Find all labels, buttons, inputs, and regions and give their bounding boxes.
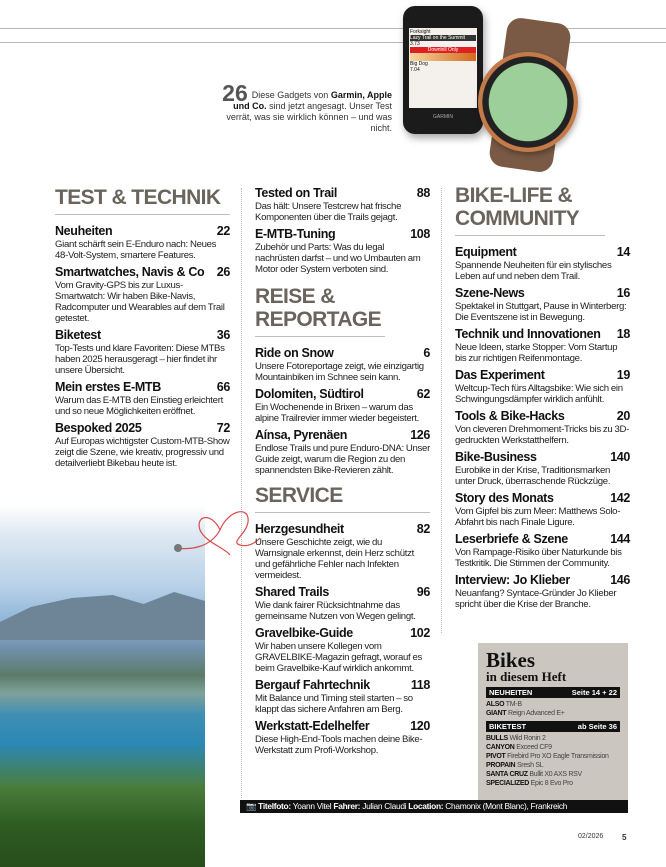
- entry-title: Ride on Snow: [255, 346, 334, 360]
- entry-page-number: 66: [216, 380, 230, 394]
- section-heading: TEST & TECHNIK: [55, 186, 230, 215]
- bike-brand: SPECIALIZED: [486, 780, 529, 787]
- entry-title-row: [55, 380, 230, 395]
- entry-title-row: [255, 522, 430, 537]
- bike-brand: ALSO: [486, 701, 505, 708]
- top-rule: [0, 42, 430, 43]
- entry-title-row: [55, 265, 230, 280]
- caption-label: Fahrer:: [333, 801, 361, 811]
- entry-title: Neuheiten: [55, 224, 113, 238]
- entry-page-number: 118: [410, 678, 430, 692]
- entry-title: Aínsa, Pyrenäen: [255, 428, 348, 442]
- toc-entry[interactable]: [255, 522, 430, 581]
- entry-title: Bespoked 2025: [55, 421, 142, 435]
- entry-page-number: 82: [416, 522, 430, 536]
- toc-entry[interactable]: [55, 328, 230, 376]
- entry-title: Werkstatt-Edelhelfer: [255, 719, 370, 733]
- entry-title: Biketest: [55, 328, 101, 342]
- column-test-technik: [55, 186, 230, 473]
- bike-item: [486, 734, 620, 743]
- entry-title: Szene-News: [455, 286, 525, 300]
- entry-title: Interview: Jo Klieber: [455, 573, 570, 587]
- bike-model: Epic 8 Evo Pro: [530, 780, 573, 787]
- entry-title-row: [455, 409, 630, 424]
- entry-title-row: [455, 327, 630, 342]
- entry-title-row: [255, 346, 430, 361]
- entry-description: Mit Balance und Timing steil starten – so klappt das sichere Anfahren am Berg.: [255, 693, 413, 715]
- toc-entry[interactable]: [455, 245, 630, 282]
- bike-model: Exceed CF9: [516, 744, 552, 751]
- entry-page-number: 36: [216, 328, 230, 342]
- teaser-page-number: 26: [222, 80, 248, 106]
- toc-entry[interactable]: [455, 532, 630, 569]
- bike-item: [486, 779, 620, 788]
- entry-title-row: [455, 491, 630, 506]
- teaser-text: Diese Gadgets von: [251, 90, 331, 100]
- distance: 7.04: [410, 67, 420, 73]
- column-middle: [255, 186, 430, 760]
- entry-title-row: [455, 245, 630, 260]
- smartwatch-face: [478, 52, 578, 152]
- entry-page-number: 88: [416, 186, 430, 200]
- trail-name: Lazy Trail on the Summit: [410, 35, 476, 41]
- entry-description: Neuanfang? Syntace-Gründer Jo Klieber spricht über die Krise der Branche.: [455, 588, 617, 610]
- column-bike-life: [455, 184, 630, 614]
- toc-entry[interactable]: [55, 421, 230, 469]
- bike-item: [486, 743, 620, 752]
- entry-title-row: [455, 286, 630, 301]
- box-subtitle: in diesem Heft: [486, 669, 567, 684]
- entry-title-row: [455, 573, 630, 588]
- entry-title: Bergauf Fahrtechnik: [255, 678, 370, 692]
- toc-entry[interactable]: [455, 409, 630, 446]
- toc-entry[interactable]: [455, 286, 630, 323]
- entry-page-number: 146: [610, 573, 630, 587]
- entry-title: E-MTB-Tuning: [255, 227, 336, 241]
- entry-page-number: 20: [616, 409, 630, 423]
- entry-page-number: 126: [410, 428, 430, 442]
- bike-item: [486, 761, 620, 770]
- toc-entry[interactable]: [55, 224, 230, 261]
- toc-entry[interactable]: [255, 428, 430, 476]
- bike-model: Reign Advanced E+: [507, 710, 565, 717]
- entry-page-number: 96: [416, 585, 430, 599]
- bike-computer-image: [403, 6, 483, 134]
- group-label: NEUHEITEN: [489, 688, 533, 697]
- bike-group-header: [486, 687, 620, 698]
- entry-title: Herzgesundheit: [255, 522, 344, 536]
- entry-title: Gravelbike-Guide: [255, 626, 353, 640]
- bike-brand: BULLS: [486, 735, 508, 742]
- entry-title: Technik und Innovationen: [455, 327, 601, 341]
- entry-page-number: 19: [616, 368, 630, 382]
- bikes-in-issue-box: [478, 643, 628, 801]
- toc-entry[interactable]: [255, 585, 430, 622]
- entry-title: Dolomiten, Südtirol: [255, 387, 364, 401]
- entry-page-number: 6: [423, 346, 430, 360]
- bike-brand: GIANT: [486, 710, 507, 717]
- group-label: BIKETEST: [489, 722, 527, 731]
- bike-model: Sresh SL: [516, 762, 544, 769]
- bike-item: [486, 700, 620, 709]
- entry-description: Vom Gipfel bis zum Meer: Matthews Solo-Abfahrt bis nach Finale Ligure.: [455, 506, 621, 528]
- entry-title-row: [255, 428, 430, 443]
- caption-value: Chamonix (Mont Blanc), Frankreich: [445, 801, 568, 811]
- entry-description: Von cleveren Drehmoment-Tricks bis zu 3D-gedruckten Werkstatthelfern.: [455, 424, 630, 446]
- teaser-text: sind jetzt angesagt. Unser Test verrät, was sie wirklich können – und was nicht.: [226, 101, 392, 133]
- bike-brand: CANYON: [486, 744, 515, 751]
- entry-page-number: 18: [616, 327, 630, 341]
- entry-title-row: [255, 626, 430, 641]
- entry-page-number: 120: [410, 719, 430, 733]
- entry-description: Ein Wochenende in Brixen – warum das alpine Trailrevier immer wieder begeistert.: [255, 402, 419, 424]
- entry-description: Vom Gravity-GPS bis zur Luxus-Smartwatch: Wir haben Bike-Navis, Radcomputer und Wearables auf dem Trail getestet.: [55, 280, 225, 324]
- entry-description: Spannende Neuheiten für ein stylisches Leben auf und neben dem Trail.: [455, 260, 612, 282]
- entry-page-number: 16: [616, 286, 630, 300]
- group-pages: Seite 14 + 22: [571, 688, 617, 697]
- distance: 3.73: [410, 41, 420, 47]
- bike-model: Wild Ronin 2: [509, 735, 546, 742]
- bike-brand: PROPAIN: [486, 762, 516, 769]
- entry-description: Giant schärft sein E-Enduro nach: Neues 48-Volt-System, smartere Features.: [55, 239, 217, 261]
- caption-value: Yoann Vitel: [292, 801, 332, 811]
- entry-description: Wie dank fairer Rücksichtnahme das gemeinsame Nutzen von Wegen gelingt.: [255, 600, 416, 622]
- heart-line-graphic: [170, 500, 260, 560]
- caption-label: Location:: [408, 801, 444, 811]
- entry-description: Weltcup-Tech fürs Alltagsbike: Wie sich ein Schwingungsdämpfer wirklich anfühlt.: [455, 383, 623, 405]
- entry-page-number: 108: [410, 227, 430, 241]
- entry-page-number: 142: [610, 491, 630, 505]
- toc-entry[interactable]: [455, 327, 630, 364]
- toc-entry[interactable]: [255, 186, 430, 223]
- bike-model: Bullit X0 AXS RSV: [529, 771, 582, 778]
- entry-title-row: [255, 227, 430, 242]
- bike-item: [486, 752, 620, 761]
- toc-entry[interactable]: [55, 265, 230, 324]
- entry-title: Mein erstes E-MTB: [55, 380, 161, 394]
- entry-page-number: 22: [216, 224, 230, 238]
- entry-page-number: 72: [216, 421, 230, 435]
- entry-title: Tested on Trail: [255, 186, 338, 200]
- entry-title-row: [55, 328, 230, 343]
- entry-title-row: [255, 585, 430, 600]
- section-heading: BIKE-LIFE & COMMUNITY: [455, 184, 605, 236]
- toc-entry[interactable]: [455, 491, 630, 528]
- entry-description: Neue Ideen, starke Stopper: Vom Startup bis zur richtigen Reifenmontage.: [455, 342, 618, 364]
- entry-title: Bike-Business: [455, 450, 537, 464]
- toc-entry[interactable]: [455, 450, 630, 487]
- entry-description: Top-Tests und klare Favoriten: Diese MTBs haben 2025 herausgeragt – hier findet ihr unsere Übersicht.: [55, 343, 225, 376]
- top-rule: [0, 28, 430, 29]
- entry-description: Unsere Fotoreportage zeigt, wie einzigartig Mountainbiken im Schnee sein kann.: [255, 361, 424, 383]
- group-pages: ab Seite 36: [577, 722, 617, 731]
- toc-entry[interactable]: [455, 573, 630, 610]
- toc-entry[interactable]: [255, 227, 430, 275]
- toc-entry[interactable]: [255, 346, 430, 383]
- entry-title-row: [255, 719, 430, 734]
- section-heading: SERVICE: [255, 484, 430, 513]
- entry-page-number: 102: [410, 626, 430, 640]
- caption-label: Titelfoto:: [258, 801, 291, 811]
- entry-title-row: [455, 368, 630, 383]
- bike-model: TM-B: [505, 701, 522, 708]
- entry-title-row: [55, 224, 230, 239]
- entry-title-row: [255, 387, 430, 402]
- column-divider: [441, 188, 442, 633]
- entry-description: Warum das E-MTB den Einstieg erleichtert und so neue Möglichkeiten eröffnet.: [55, 395, 223, 417]
- entry-title-row: [255, 186, 430, 201]
- entry-title: Smartwatches, Navis & Co: [55, 265, 205, 279]
- bike-model: Firebird Pro XO Eagle Transmission: [507, 753, 609, 760]
- entry-title: Story des Monats: [455, 491, 554, 505]
- entry-title: Das Experiment: [455, 368, 545, 382]
- bike-group-header: [486, 721, 620, 732]
- entry-description: Spektakel in Stuttgart, Pause in Winterberg: Die Eventszene ist in Bewegung.: [455, 301, 627, 323]
- entry-description: Eurobike in der Krise, Traditionsmarken unter Druck, überraschende Rückzüge.: [455, 465, 611, 487]
- entry-page-number: 14: [616, 245, 630, 259]
- page-number: 5: [622, 833, 627, 842]
- entry-title: Leserbriefe & Szene: [455, 532, 568, 546]
- entry-title: Shared Trails: [255, 585, 329, 599]
- toc-entry[interactable]: [255, 678, 430, 715]
- section-heading: REISE & REPORTAGE: [255, 285, 385, 337]
- column-divider: [241, 188, 242, 798]
- trail-name: Big Dog: [410, 61, 428, 67]
- entry-description: Zubehör und Parts: Was du legal nachrüsten darfst – und wo Umbauten am Motor oder System verboten sind.: [255, 242, 421, 275]
- entry-page-number: 144: [610, 532, 630, 546]
- screen-title: Forksight: [410, 29, 431, 35]
- entry-description: Unsere Geschichte zeigt, wie du Warnsignale erkennst, dein Herz schützt und gefährliche Fehler nach Infekten vermeidest.: [255, 537, 414, 581]
- entry-title: Equipment: [455, 245, 517, 259]
- toc-entry[interactable]: [255, 719, 430, 756]
- caption-value: Julian Claudi: [362, 801, 407, 811]
- entry-description: Diese High-End-Tools machen deine Bike-Werkstatt zum Profi-Workshop.: [255, 734, 423, 756]
- toc-entry[interactable]: [255, 626, 430, 674]
- alert: Downhill Only: [410, 47, 476, 53]
- entry-description: Endlose Trails und pure Enduro-DNA: Unser Guide zeigt, warum die Region zu den spannendsten Bike-Revieren zählt.: [255, 443, 430, 476]
- entry-title: Tools & Bike-Hacks: [455, 409, 565, 423]
- entry-title-row: [455, 532, 630, 547]
- entry-page-number: 62: [416, 387, 430, 401]
- cover-teaser: [215, 80, 392, 134]
- bike-item: [486, 770, 620, 779]
- teaser-bold: Garmin, Apple und Co.: [233, 90, 392, 111]
- camera-icon: 📷: [246, 801, 257, 811]
- entry-description: Von Rampage-Risiko über Naturkunde bis Testkritik. Die Stimmen der Community.: [455, 547, 622, 569]
- bike-brand: SANTA CRUZ: [486, 771, 528, 778]
- entry-page-number: 140: [610, 450, 630, 464]
- bike-item: [486, 709, 620, 718]
- toc-entry[interactable]: [455, 368, 630, 405]
- toc-entry[interactable]: [255, 387, 430, 424]
- bike-brand: PIVOT: [486, 753, 506, 760]
- issue-date: 02/2026: [578, 833, 604, 840]
- toc-entry[interactable]: [55, 380, 230, 417]
- entry-title-row: [55, 421, 230, 436]
- brand-logo: GARMIN: [433, 114, 453, 120]
- entry-description: Wir haben unsere Kollegen vom GRAVELBIKE-Magazin gefragt, worauf es beim Gravelbike-Kauf wirklich ankommt.: [255, 641, 422, 674]
- box-title: Bikes: [486, 648, 536, 672]
- photo-credit-bar: [240, 800, 628, 813]
- entry-title-row: [455, 450, 630, 465]
- entry-title-row: [255, 678, 430, 693]
- entry-page-number: 26: [216, 265, 230, 279]
- entry-description: Das hält: Unsere Testcrew hat frische Komponenten über die Trails gejagt.: [255, 201, 402, 223]
- entry-description: Auf Europas wichtigster Custom-MTB-Show zeigt die Szene, wie kreativ, progressiv und detailverliebt Bikebau heute ist.: [55, 436, 230, 469]
